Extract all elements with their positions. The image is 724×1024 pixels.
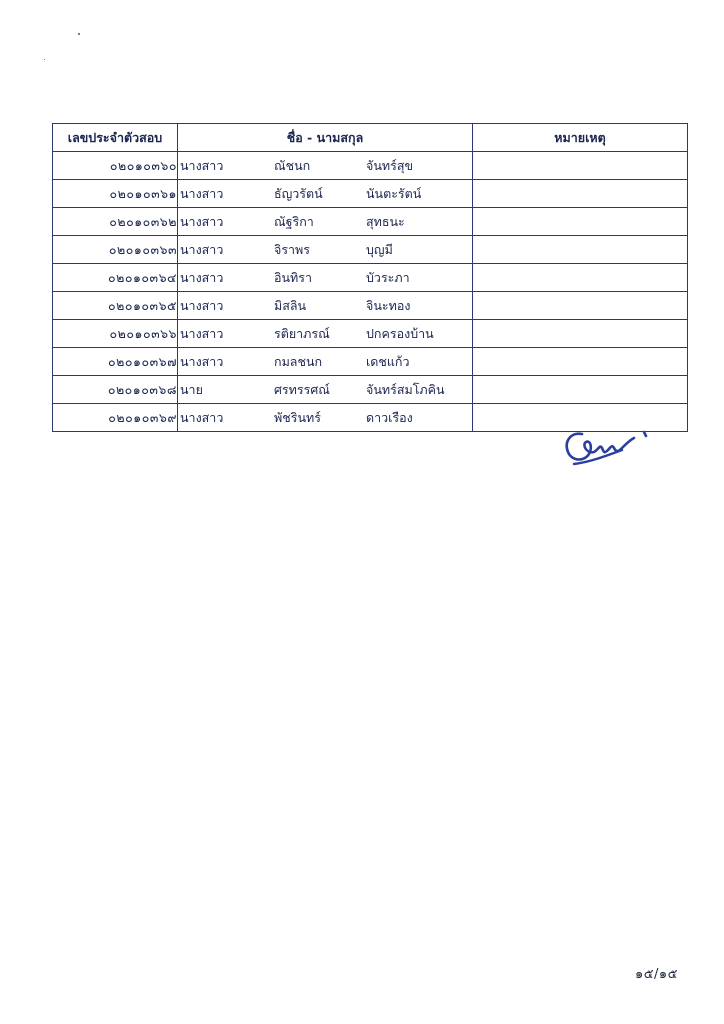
name-prefix: นางสาว: [180, 157, 224, 173]
first-name: ณัชนก: [274, 157, 311, 173]
signature-stroke: [567, 434, 634, 460]
name-prefix: นาย: [180, 381, 203, 397]
handwritten-signature: [560, 426, 655, 474]
signature-underline: [574, 450, 622, 464]
table-row: [53, 152, 688, 180]
candidate-table: [52, 123, 688, 432]
exam-id-cell: ๐๒๐๑๐๓๖๑: [53, 180, 178, 208]
last-name: บัวระภา: [366, 269, 410, 285]
name-cell: [178, 320, 473, 348]
name-cell: [178, 348, 473, 376]
first-name: กมลชนก: [274, 353, 323, 369]
header-exam-id: เลขประจำตัวสอบ: [53, 124, 178, 152]
signature-dot: [644, 432, 646, 436]
remarks-cell: [473, 320, 688, 348]
last-name: บุญมี: [366, 241, 393, 257]
name-cell: [178, 180, 473, 208]
table-row: [53, 292, 688, 320]
remarks-cell: [473, 264, 688, 292]
page-number: ๑๕/๑๕: [634, 967, 678, 982]
exam-id-cell: ๐๒๐๑๐๓๖๐: [53, 152, 178, 180]
first-name: รติยาภรณ์: [274, 325, 330, 341]
exam-id-cell: ๐๒๐๑๐๓๖๗: [53, 348, 178, 376]
remarks-cell: [473, 152, 688, 180]
last-name: จินะทอง: [366, 297, 411, 313]
remarks-cell: [473, 236, 688, 264]
last-name: นันตะรัตน์: [366, 185, 422, 201]
first-name: อินทิรา: [274, 269, 313, 285]
exam-id-cell: ๐๒๐๑๐๓๖๕: [53, 292, 178, 320]
scan-speck: [44, 59, 45, 60]
last-name: จันทร์สมโภคิน: [366, 381, 445, 397]
first-name: ณัฐริกา: [274, 213, 314, 229]
name-prefix: นางสาว: [180, 325, 224, 341]
scan-speck: [78, 33, 80, 35]
name-prefix: นางสาว: [180, 297, 224, 313]
header-remarks: หมายเหตุ: [473, 124, 688, 152]
first-name: พัชรินทร์: [274, 409, 321, 425]
last-name: ปกครองบ้าน: [366, 325, 434, 341]
name-prefix: นางสาว: [180, 185, 224, 201]
exam-id-cell: ๐๒๐๑๐๓๖๓: [53, 236, 178, 264]
exam-id-cell: ๐๒๐๑๐๓๖๔: [53, 264, 178, 292]
table-row: [53, 236, 688, 264]
last-name: เดชแก้ว: [366, 353, 410, 369]
exam-id-cell: ๐๒๐๑๐๓๖๒: [53, 208, 178, 236]
remarks-cell: [473, 348, 688, 376]
name-cell: [178, 264, 473, 292]
first-name: มิสลิน: [274, 297, 307, 313]
exam-id-cell: ๐๒๐๑๐๓๖๘: [53, 376, 178, 404]
last-name: ดาวเรือง: [366, 409, 413, 425]
name-cell: [178, 376, 473, 404]
first-name: ศรทรรศณ์: [274, 381, 330, 397]
name-prefix: นางสาว: [180, 241, 224, 257]
table-row: [53, 320, 688, 348]
name-cell: [178, 208, 473, 236]
name-cell: [178, 292, 473, 320]
table-row: [53, 348, 688, 376]
remarks-cell: [473, 376, 688, 404]
name-cell: [178, 152, 473, 180]
remarks-cell: [473, 208, 688, 236]
table-row: [53, 376, 688, 404]
name-prefix: นางสาว: [180, 409, 224, 425]
last-name: จันทร์สุข: [366, 157, 413, 173]
first-name: จิราพร: [274, 241, 311, 257]
name-prefix: นางสาว: [180, 353, 224, 369]
exam-id-cell: ๐๒๐๑๐๓๖๖: [53, 320, 178, 348]
table-header-row: [53, 124, 688, 152]
remarks-cell: [473, 180, 688, 208]
name-cell: [178, 236, 473, 264]
name-prefix: นางสาว: [180, 213, 224, 229]
name-prefix: นางสาว: [180, 269, 224, 285]
first-name: ธัญวรัตน์: [274, 185, 323, 201]
name-cell: [178, 404, 473, 432]
table-row: [53, 264, 688, 292]
header-full-name: ชื่อ - นามสกุล: [178, 124, 473, 152]
last-name: สุทธนะ: [366, 213, 405, 229]
remarks-cell: [473, 292, 688, 320]
table-row: [53, 180, 688, 208]
table-row: [53, 208, 688, 236]
exam-id-cell: ๐๒๐๑๐๓๖๙: [53, 404, 178, 432]
